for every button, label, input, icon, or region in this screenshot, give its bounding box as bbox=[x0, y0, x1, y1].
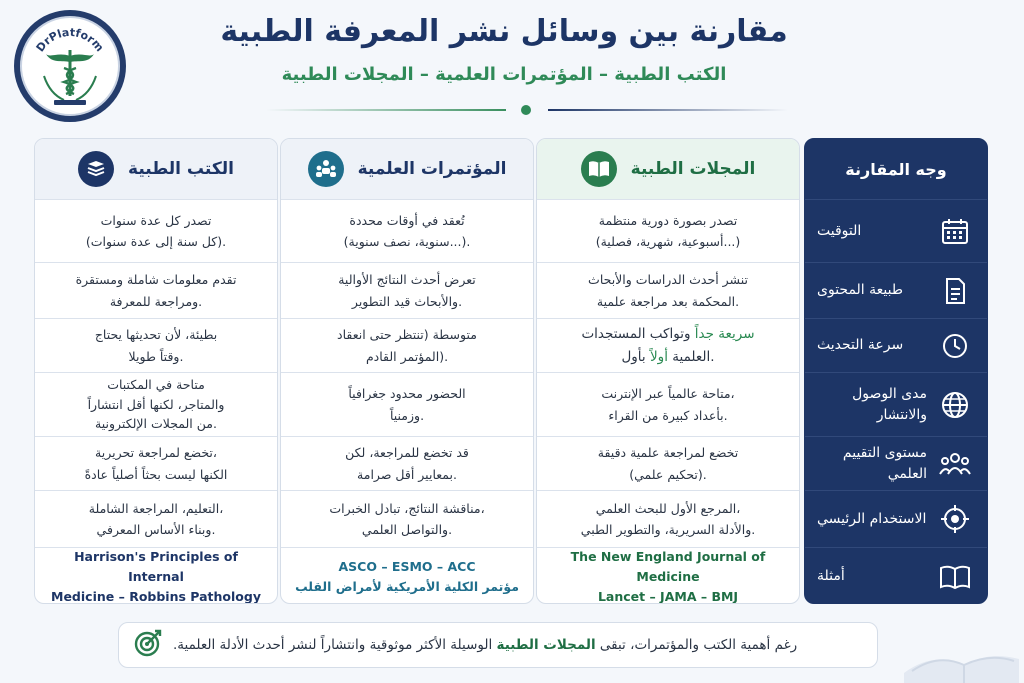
aspect-timing bbox=[805, 199, 987, 262]
cell-conferences-examples: ASCO – ESMO – ACC مؤتمر الكلية الأمريكية لأمراض القلب bbox=[281, 547, 533, 604]
logo-text: DrPlatform bbox=[33, 25, 107, 55]
caduceus-logo-icon bbox=[20, 16, 120, 116]
aspect-label: أمثلة bbox=[817, 568, 845, 585]
cell-conferences-speed: متوسطة (تنتظر حتى انعقاد المؤتمر القادم). bbox=[281, 318, 533, 372]
calendar-icon bbox=[937, 213, 973, 249]
aspect-content bbox=[805, 262, 987, 318]
column-journals bbox=[536, 138, 800, 604]
cell-journals-use: المرجع الأول للبحث العلمي، والأدلة السريرية، والتطوير الطبي. bbox=[537, 490, 799, 547]
title-divider bbox=[266, 104, 788, 116]
aspect-label: سرعة التحديث bbox=[817, 337, 904, 354]
aspect-reach bbox=[805, 372, 987, 436]
cell-journals-examples: The New England Journal of Medicine Lancet – JAMA – BMJ bbox=[537, 547, 799, 604]
column-header-conferences bbox=[281, 139, 533, 199]
open-journal-icon bbox=[581, 151, 617, 187]
cell-books-reach: متاحة في المكتبات والمتاجر، لكنها أقل انتشاراً من المجلات الإلكترونية. bbox=[35, 372, 277, 436]
cell-books-review: تخضع لمراجعة تحريرية، الكنها ليست بحثاً أصلياً عادةً bbox=[35, 436, 277, 490]
column-books bbox=[34, 138, 278, 604]
column-header-journals bbox=[537, 139, 799, 199]
conclusion-box bbox=[118, 622, 878, 668]
aspect-review bbox=[805, 436, 987, 490]
audience-icon bbox=[308, 151, 344, 187]
cell-books-timing: تصدر كل عدة سنوات (كل سنة إلى عدة سنوات). bbox=[35, 199, 277, 262]
cell-journals-content: تنشر أحدث الدراسات والأبحاث المحكمة بعد مراجعة علمية. bbox=[537, 262, 799, 318]
aspect-label: مدى الوصول والانتشار bbox=[852, 386, 927, 423]
target-arrow-icon bbox=[133, 628, 163, 662]
column-conferences bbox=[280, 138, 534, 604]
cell-conferences-review: قد تخضع للمراجعة، لكن بمعايير أقل صرامة. bbox=[281, 436, 533, 490]
document-icon bbox=[937, 273, 973, 309]
cell-journals-speed: سريعة جداً وتواكب المستجدات العلمية أولاً بأول. bbox=[537, 318, 799, 372]
cell-journals-review: تخضع لمراجعة علمية دقيقة (تحكيم علمي). bbox=[537, 436, 799, 490]
column-title-journals: المجلات الطبية bbox=[630, 159, 756, 179]
cell-conferences-timing: تُعقد في أوقات محددة (سنوية، نصف سنوية...). bbox=[281, 199, 533, 262]
cell-conferences-reach: الحضور محدود جغرافياً وزمنياً. bbox=[281, 372, 533, 436]
column-header-aspect bbox=[805, 139, 987, 199]
column-title-conferences: المؤتمرات العلمية bbox=[357, 159, 507, 179]
clock-icon bbox=[937, 328, 973, 364]
cell-books-content: تقدم معلومات شاملة ومستقرة ومراجعة للمعرفة. bbox=[35, 262, 277, 318]
globe-icon bbox=[937, 387, 973, 423]
aspect-label: طبيعة المحتوى bbox=[817, 282, 904, 299]
conclusion-text: رغم أهمية الكتب والمؤتمرات، تبقى المجلات الطبية الوسيلة الأكثر موثوقية وانتشاراً لنشر أحدث الأدلة العلمية. bbox=[173, 637, 798, 653]
people-icon bbox=[937, 446, 973, 482]
open-book-icon bbox=[937, 559, 973, 595]
cell-conferences-content: تعرض أحدث النتائج الأوالية والأبحاث قيد التطوير. bbox=[281, 262, 533, 318]
cell-books-examples: Harrison's Principles of Internal Medicine – Robbins Pathology bbox=[35, 547, 277, 604]
column-header-books bbox=[35, 139, 277, 199]
cell-books-use: التعليم، المراجعة الشاملة، وبناء الأساس المعرفي. bbox=[35, 490, 277, 547]
drplatform-logo bbox=[14, 10, 126, 122]
decorative-book-icon bbox=[894, 613, 1024, 683]
aspect-speed bbox=[805, 318, 987, 372]
aspect-label: الاستخدام الرئيسي bbox=[817, 510, 927, 527]
page-subtitle: الكتب الطبية – المؤتمرات العلمية – المجلات الطبية bbox=[281, 64, 727, 85]
target-icon bbox=[937, 501, 973, 537]
cell-journals-timing: تصدر بصورة دورية منتظمة (أسبوعية، شهرية، فصلية...) bbox=[537, 199, 799, 262]
aspect-use bbox=[805, 490, 987, 547]
column-title-aspect: وجه المقارنة bbox=[845, 159, 947, 179]
books-stack-icon bbox=[78, 151, 114, 187]
column-title-books: الكتب الطبية bbox=[128, 159, 234, 179]
cell-books-speed: بطيئة، لأن تحديثها يحتاج وقتاً طويلا. bbox=[35, 318, 277, 372]
cell-conferences-use: مناقشة النتائج، تبادل الخبرات، والتواصل العلمي. bbox=[281, 490, 533, 547]
column-aspects bbox=[804, 138, 988, 604]
aspect-label: التوقيت bbox=[817, 222, 862, 239]
aspect-label: مستوى التقييم العلمي bbox=[842, 445, 927, 482]
comparison-table bbox=[34, 138, 988, 604]
page-title: مقارنة بين وسائل نشر المعرفة الطبية bbox=[220, 14, 788, 49]
cell-journals-reach: متاحة عالمياً عبر الإنترنت، بأعداد كبيرة من القراء. bbox=[537, 372, 799, 436]
aspect-examples bbox=[805, 547, 987, 604]
